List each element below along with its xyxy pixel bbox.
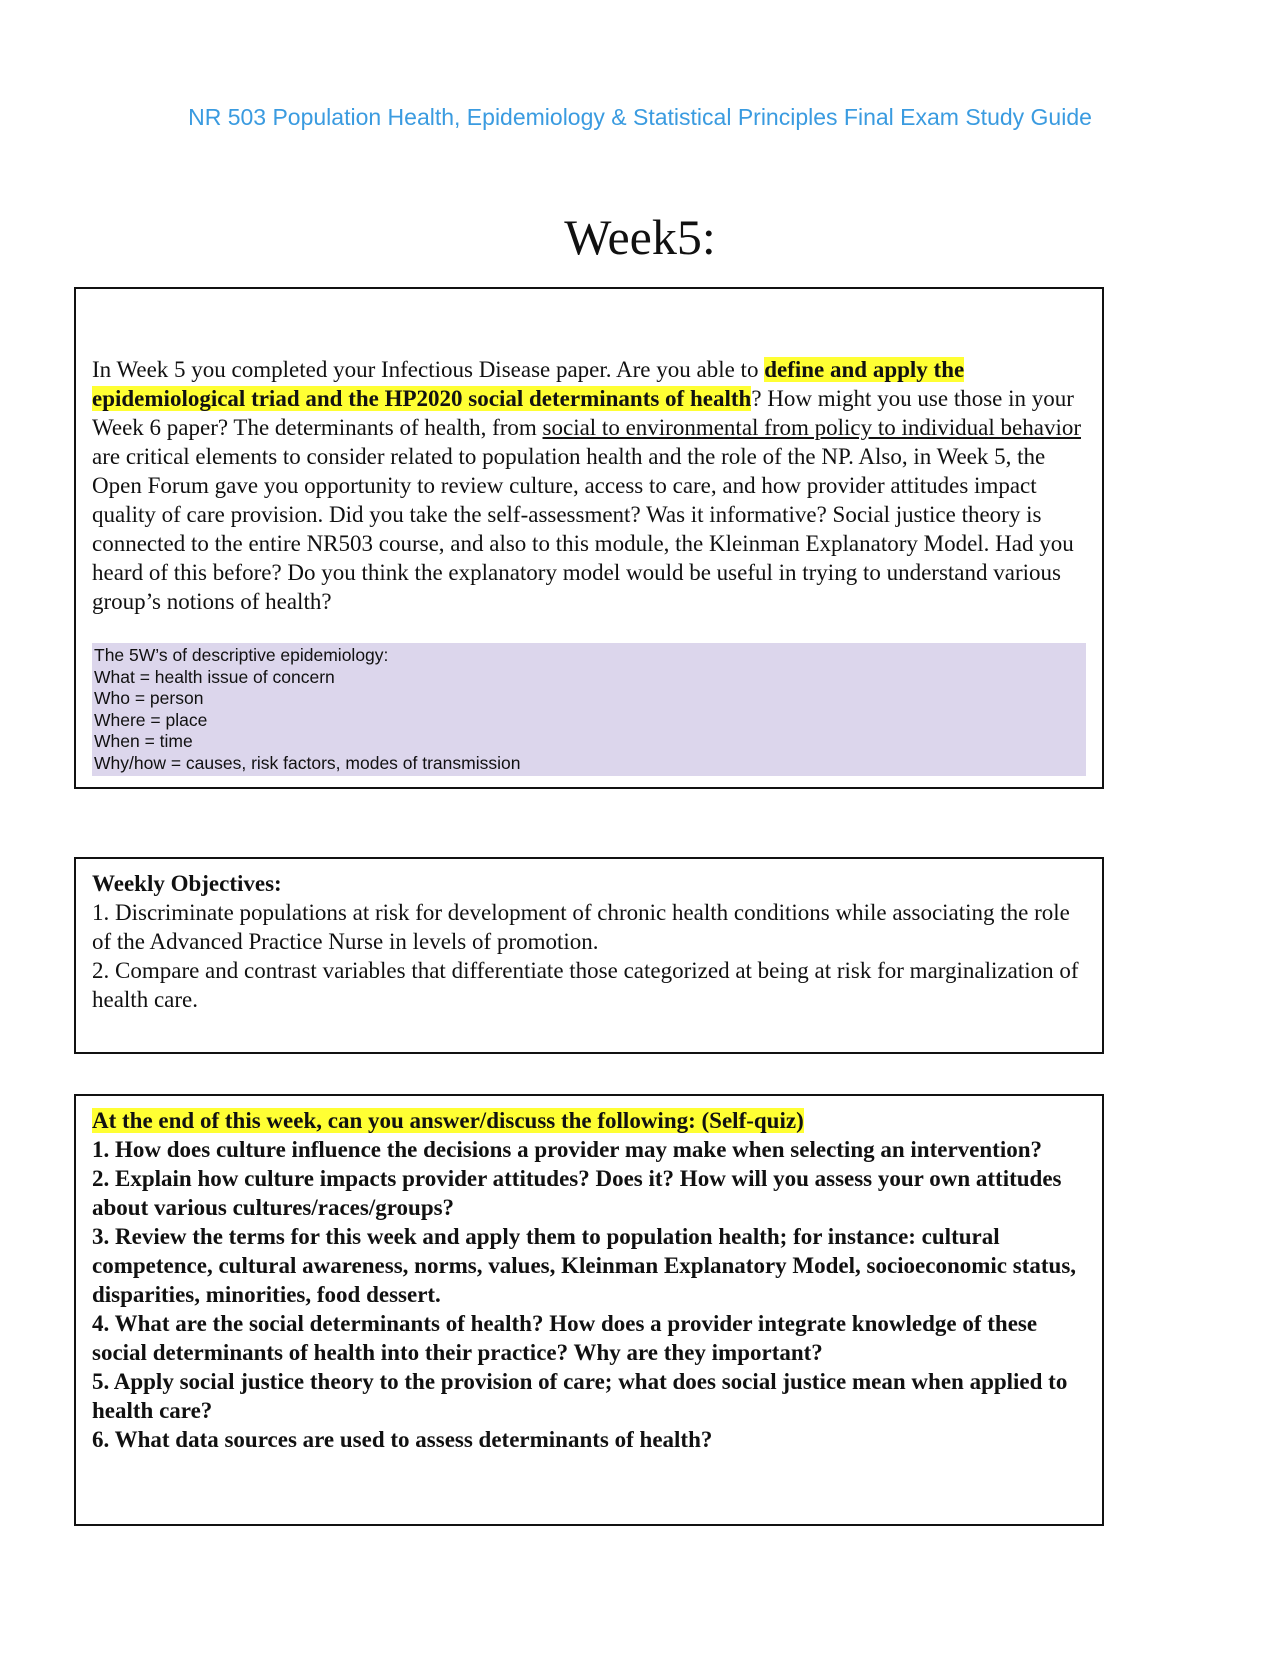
epi-5w-item: Where = place — [94, 709, 208, 730]
intro-text-2: ? How might you use those in your Week 6 paper? The determinants of health, from — [92, 386, 1074, 440]
epi-5w-item: Why/how = causes, risk factors, modes of transmission — [94, 752, 521, 773]
objectives-heading: Weekly Objectives: — [92, 871, 282, 896]
epi-5w-item: Who = person — [94, 688, 204, 708]
quiz-question: 1. How does culture influence the decisions a provider may make when selecting an intervention? — [92, 1137, 1043, 1162]
quiz-question: 5. Apply social justice theory to the provision of care; what does social justice mean when applied to health care? — [92, 1369, 1068, 1423]
quiz-question: 6. What data sources are used to assess determinants of health? — [92, 1427, 713, 1452]
quiz-question: 3. Review the terms for this week and apply them to population health; for instance: cultural competence, cultural awareness, norms, values, Kleinman Explanatory Model, socioeconomic status, disparities, minorities, food dessert. — [92, 1224, 1077, 1307]
quiz-question: 4. What are the social determinants of health? How does a provider integrate knowledge of these social determinants of health into their practice? Why are they important? — [92, 1311, 1038, 1365]
epi-5w-heading: The 5W’s of descriptive epidemiology: — [94, 645, 389, 665]
objective-item: 1. Discriminate populations at risk for development of chronic health conditions while associating the role of the Advanced Practice Nurse in levels of promotion. — [92, 900, 1070, 954]
intro-text-3: are critical elements to consider related to population health and the role of the NP. Also, in Week 5, the Open Forum gave you opportunity to review culture, access to care, and how provider attitudes impact quality of care provision. Did you take the self-assessment? Was it informative? Social justice theory is connected to the entire NR503 course, and also to this module, the Kleinman Explanatory Model. Had you heard of this before? Do you think the explanatory model would be useful in trying to understand various group’s notions of health? — [92, 444, 1074, 614]
intro-underline: social to environmental from policy to individual behavior — [542, 415, 1081, 440]
document-header-title: NR 503 Population Health, Epidemiology & Statistical Principles Final Exam Study Guide — [188, 104, 1092, 130]
objectives-box — [74, 857, 1104, 1054]
epi-5w-item: What = health issue of concern — [94, 666, 335, 687]
intro-text-1: In Week 5 you completed your Infectious Disease paper. Are you able to — [92, 357, 765, 382]
objective-item: 2. Compare and contrast variables that differentiate those categorized at being at risk for marginalization of health care. — [92, 958, 1079, 1012]
intro-highlight: define and apply the epidemiological triad and the HP2020 social determinants of health — [92, 357, 965, 411]
epi-5w-item: When = time — [94, 731, 193, 751]
intro-paragraph — [92, 355, 1086, 616]
self-quiz-heading: At the end of this week, can you answer/discuss the following: (Self-quiz) — [92, 1108, 804, 1133]
week-title: Week5: — [564, 209, 716, 265]
self-quiz-box — [74, 1094, 1104, 1526]
quiz-question: 2. Explain how culture impacts provider attitudes? Does it? How will you assess your own attitudes about various cultures/races/groups? — [92, 1166, 1062, 1220]
epi-5w-panel — [92, 643, 1086, 776]
intro-box — [74, 287, 1104, 789]
